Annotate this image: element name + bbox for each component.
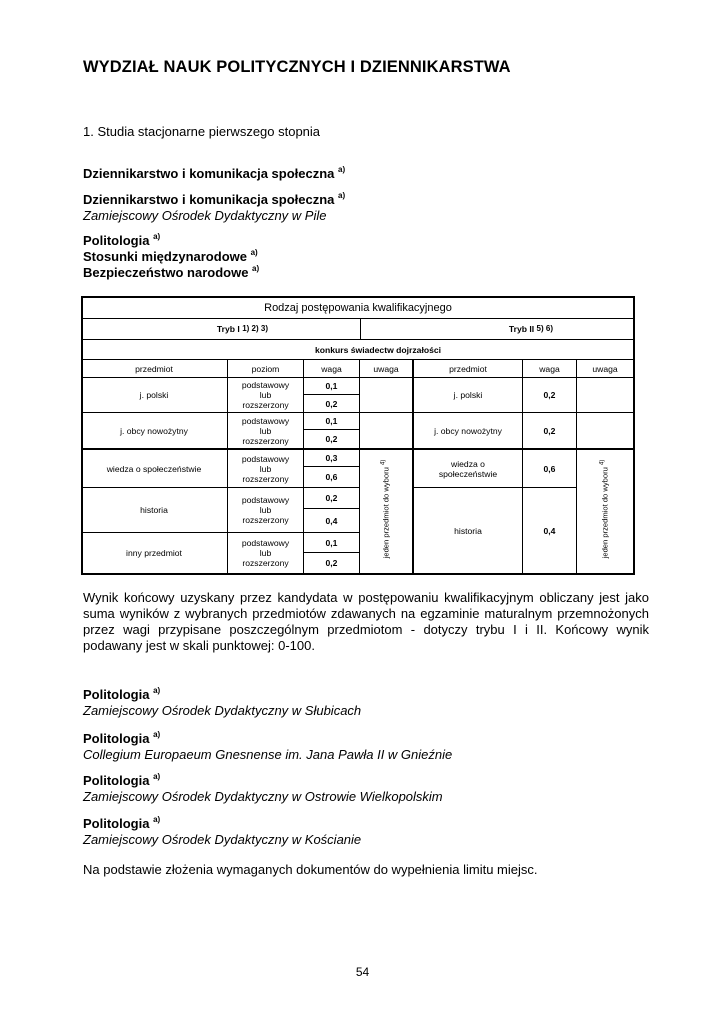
program-block: Politologia $^{a)}$ Zamiejscowy Ośrodek Dydaktyczny w Słubicach [83,686,362,718]
program-block: Politologia $^{a)}$ Zamiejscowy Ośrodek Dydaktyczny w Ostrowie Wielkopolskim [83,772,443,804]
col-uwaga: uwaga [373,363,399,374]
qualification-table [81,296,635,575]
weight-value: 0,6 [543,463,556,474]
tryb-1-header: Tryb I 1) 2) 3) [216,324,268,334]
table-header: Rodzaj postępowania kwalifikacyjnego [264,302,452,314]
table-row-subject: j. obcy nowożytny [434,425,502,436]
table-row-subject: wiedza o społeczeństwie [438,458,498,479]
weight-value: 0,3 [325,453,338,463]
weight-value: 0,1 [325,416,338,426]
weight-value: 0,2 [325,434,338,444]
col-waga-2: waga [539,363,560,374]
table-row-subject: inny przedmiot [126,548,182,558]
program-title: Dziennikarstwo i komunikacja społeczna [83,192,335,207]
level-cell: podstawowy lub rozszerzony [241,453,290,484]
program-location: Zamiejscowy Ośrodek Dydaktyczny w Pile [83,208,327,223]
weight-value: 0,4 [543,525,556,536]
program-block: Dziennikarstwo i komunikacja społeczna $^{a)}$ Zamiejscowy Ośrodek Dydaktyczny w Pile [83,191,346,223]
weight-value: 0,2 [325,558,338,568]
program-block: Politologia $^{a)}$ Zamiejscowy Ośrodek Dydaktyczny w Kościanie [83,815,362,847]
program-title: Politologia [83,731,150,746]
program-location: Zamiejscowy Ośrodek Dydaktyczny w Ostrowie Wielkopolskim [83,789,443,804]
program-location: Zamiejscowy Ośrodek Dydaktyczny w Kościanie [83,832,362,847]
col-uwaga-2: uwaga [592,363,618,374]
weight-value: 0,2 [325,493,338,503]
col-poziom: poziom [251,363,280,374]
level-cell: podstawowy lub rozszerzony [241,495,290,525]
vertical-note: jeden przedmiot do wyboru $^{4)}$ [599,459,610,559]
program-location: Collegium Europaeum Gnesnense im. Jana Pawła II w Gnieźnie [83,747,453,762]
program-title: Politologia [83,687,150,702]
weight-value: 0,6 [325,472,338,482]
program-title: Politologia [83,773,150,788]
program-location: Zamiejscowy Ośrodek Dydaktyczny w Słubicach [83,703,362,718]
page-number: 54 [355,965,370,979]
weight-value: 0,1 [325,381,338,391]
program-block: Politologia $^{a)}$ Collegium Europaeum Gnesnense im. Jana Pawła II w Gnieźnie [83,730,453,762]
closing-text: Na podstawie złożenia wymaganych dokumentów do wypełnienia limitu miejsc. [83,862,538,877]
weight-value: 0,1 [325,537,338,548]
table-row-subject: j. obcy nowożytny [120,425,188,436]
level-cell: podstawowy lub rozszerzony [241,538,290,568]
weight-value: 0,2 [543,425,556,436]
level-cell: podstawowy lub rozszerzony [241,380,290,410]
table-row-subject: j. polski [139,390,169,400]
col-przedmiot-2: przedmiot [449,363,487,374]
tryb-2-header: Tryb II 5) 6) [508,324,553,334]
program-title: Politologia [83,816,150,831]
vertical-note: jeden przedmiot do wyboru $^{4)}$ [380,459,391,559]
table-row-subject: wiedza o społeczeństwie [106,463,202,474]
weight-value: 0,2 [543,390,556,400]
program-group: Politologia $^{a)}$ Stosunki międzynarodowe $^{a)}$ Bezpieczeństwo narodowe $^{a)}$ [83,232,260,280]
table-row-subject: j. polski [453,390,483,400]
program-title: Dziennikarstwo i komunikacja społeczna $^{a)}$ [83,165,346,181]
result-paragraph: Wynik końcowy uzyskany przez kandydata w postępowaniu kwalifikacyjnym obliczany jest jako suma wyników z wybranych przedmiotów zdawanych na egzaminie maturalnym przemnożonych przez wagi przypisane poszczególnym przedmiotom - dotyczy trybu I i II. Końcowy wynik podawany jest w skali punktowej: 0-100. [83,590,649,653]
section-heading: 1. Studia stacjonarne pierwszego stopnia [83,124,321,139]
table-row-subject: historia [454,525,482,536]
konkurs-header: konkurs świadectw dojrzałości [314,344,442,355]
table-row-subject: historia [140,505,168,515]
page-title: WYDZIAŁ NAUK POLITYCZNYCH I DZIENNIKARSTWA [83,58,511,76]
weight-value: 0,2 [325,398,338,409]
level-cell: podstawowy lub rozszerzony [241,415,290,446]
col-przedmiot: przedmiot [135,363,173,374]
col-waga: waga [321,363,342,374]
weight-value: 0,4 [325,515,338,526]
